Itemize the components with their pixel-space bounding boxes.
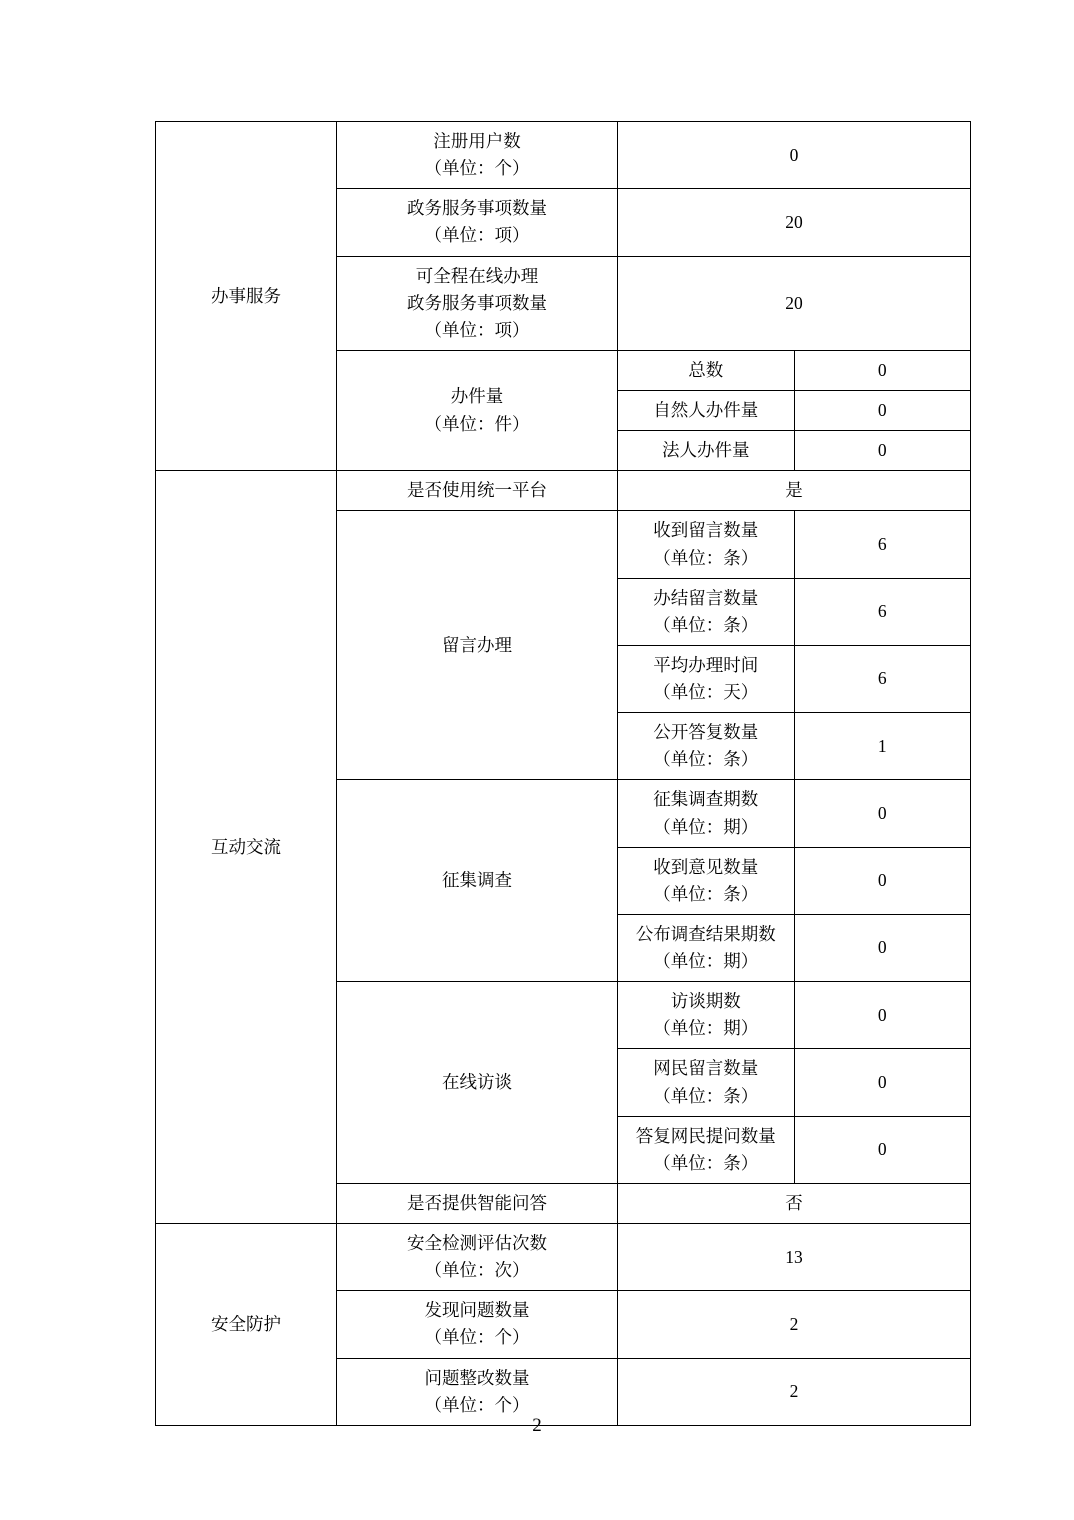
item-cell-smart-qa: 是否提供智能问答: [337, 1183, 618, 1223]
sub-label-line2: （单位：期）: [653, 951, 759, 971]
sub-cell-netizen-messages: [618, 1049, 795, 1116]
sub-label-line2: （单位：条）: [653, 1152, 759, 1173]
report-table-container: [155, 121, 943, 1426]
item-label-line1: 问题整改数量: [424, 1367, 530, 1388]
sub-label-line1: 访谈期数: [670, 991, 741, 1012]
category-cell-security: 安全防护: [156, 1224, 337, 1426]
value-cell-survey-periods: 0: [794, 780, 971, 847]
table-row: [156, 1224, 971, 1291]
sub-label-line1: 收到意见数量: [653, 856, 759, 877]
value-cell-online-service-items: 20: [618, 256, 971, 350]
sub-label-line1: 公开答复数量: [653, 722, 759, 743]
value-cell-natural-person-cases: 0: [794, 391, 971, 431]
category-cell-service: 办事服务: [156, 122, 337, 471]
value-cell-legal-person-cases: 0: [794, 431, 971, 471]
item-label-line2: （单位：个）: [424, 1327, 530, 1348]
value-cell-average-handling-time: 6: [794, 645, 971, 712]
item-cell-online-service-items: [337, 256, 618, 350]
sub-label-line2: （单位：期）: [653, 816, 759, 837]
item-label-line1: 注册用户数: [433, 131, 521, 151]
value-cell-public-replies: 1: [794, 713, 971, 780]
value-cell-registered-users: 0: [618, 122, 971, 189]
sub-cell-messages-received: [618, 511, 795, 578]
government-website-report-table: [155, 121, 971, 1426]
sub-label-line2: （单位：条）: [653, 547, 759, 568]
sub-cell-opinions-received: [618, 847, 795, 914]
value-cell-smart-qa: 否: [618, 1183, 971, 1223]
sub-label-line1: 征集调查期数: [653, 789, 759, 810]
value-cell-interview-periods: 0: [794, 982, 971, 1049]
value-cell-messages-completed: 6: [794, 578, 971, 645]
sub-cell-messages-completed: [618, 578, 795, 645]
value-cell-security-assessments: 13: [618, 1224, 971, 1291]
value-cell-issues-rectified: 2: [618, 1358, 971, 1425]
value-cell-service-items-count: 20: [618, 189, 971, 256]
item-label-line2: （单位：次）: [424, 1260, 530, 1281]
item-label-line1: 政务服务事项数量: [407, 198, 547, 219]
item-label-line2: （单位：件）: [424, 413, 530, 434]
item-label-line1: 可全程在线办理: [415, 265, 539, 286]
value-cell-survey-results-published: 0: [794, 914, 971, 981]
item-label-line2: （单位：个）: [424, 1394, 530, 1415]
sub-cell-survey-results-published: [618, 914, 795, 981]
sub-label-line2: （单位：条）: [653, 1085, 759, 1106]
sub-label-line1: 答复网民提问数量: [635, 1125, 776, 1146]
value-cell-unified-platform: 是: [618, 471, 971, 511]
sub-label-line1: 网民留言数量: [653, 1058, 759, 1079]
sub-cell-netizen-questions-answered: [618, 1116, 795, 1183]
value-cell-netizen-messages: 0: [794, 1049, 971, 1116]
item-label-line3: （单位：项）: [424, 319, 530, 340]
sub-cell-survey-periods: [618, 780, 795, 847]
item-label-line2: 政务服务事项数量: [407, 292, 547, 313]
item-cell-service-items-count: [337, 189, 618, 256]
item-label-line1: 办件量: [450, 386, 504, 407]
item-label-line1: 安全检测评估次数: [407, 1233, 547, 1253]
sub-label-line1: 平均办理时间: [653, 654, 759, 675]
sub-cell-average-handling-time: [618, 645, 795, 712]
category-cell-interaction: 互动交流: [156, 471, 337, 1224]
table-row: [156, 122, 971, 189]
sub-cell-interview-periods: [618, 982, 795, 1049]
sub-label-line1: 收到留言数量: [653, 520, 759, 541]
sub-label-line2: （单位：条）: [653, 883, 759, 904]
sub-label-line2: （单位：条）: [653, 614, 759, 635]
sub-label-line2: （单位：期）: [653, 1018, 759, 1039]
value-cell-messages-received: 6: [794, 511, 971, 578]
value-cell-total: 0: [794, 350, 971, 390]
item-cell-survey-collection: 征集调查: [337, 780, 618, 982]
sub-label-line2: （单位：条）: [653, 749, 759, 770]
item-label-line1: 发现问题数量: [424, 1300, 530, 1321]
page-number: 2: [532, 1415, 542, 1436]
table-row: [156, 471, 971, 511]
item-cell-unified-platform: 是否使用统一平台: [337, 471, 618, 511]
sub-cell-total: 总数: [618, 350, 795, 390]
sub-label-line1: 公布调查结果期数: [635, 923, 776, 944]
item-cell-message-handling: 留言办理: [337, 511, 618, 780]
item-cell-case-volume: [337, 350, 618, 470]
sub-cell-natural-person-cases: 自然人办件量: [618, 391, 795, 431]
item-cell-security-assessments: [337, 1224, 618, 1291]
value-cell-issues-found: 2: [618, 1291, 971, 1358]
sub-cell-legal-person-cases: 法人办件量: [618, 431, 795, 471]
item-label-line2: （单位：项）: [424, 225, 530, 246]
item-cell-issues-found: [337, 1291, 618, 1358]
item-cell-online-interview: 在线访谈: [337, 982, 618, 1184]
sub-label-line2: （单位：天）: [653, 682, 759, 702]
value-cell-opinions-received: 0: [794, 847, 971, 914]
sub-cell-public-replies: [618, 713, 795, 780]
item-label-line2: （单位：个）: [424, 158, 530, 179]
sub-label-line1: 办结留言数量: [653, 587, 759, 608]
value-cell-netizen-questions-answered: 0: [794, 1116, 971, 1183]
item-cell-registered-users: [337, 122, 618, 189]
